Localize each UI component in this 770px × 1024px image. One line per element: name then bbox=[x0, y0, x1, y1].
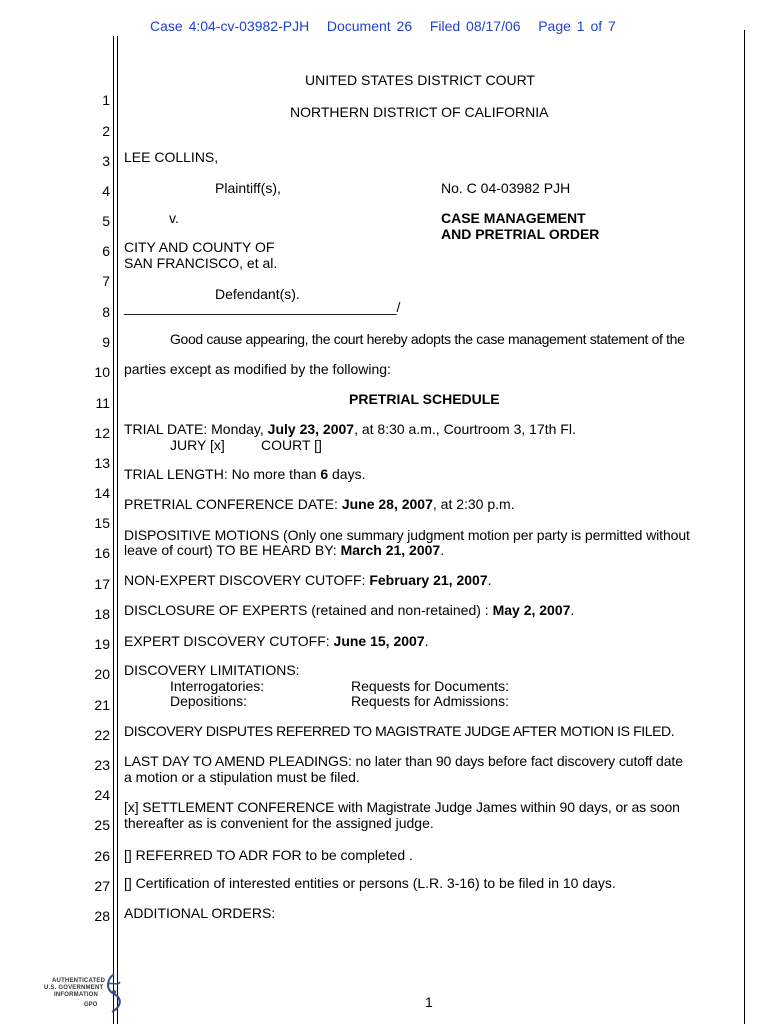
pretrial-conference bbox=[124, 496, 515, 512]
order-title-line-2: AND PRETRIAL ORDER bbox=[441, 226, 600, 242]
intro-line-1: Good cause appearing, the court hereby adopts the case management statement of the bbox=[170, 331, 685, 347]
case-number: Case 4:04-cv-03982-PJH bbox=[150, 18, 310, 34]
limitations-title: DISCOVERY LIMITATIONS: bbox=[124, 662, 300, 678]
additional-orders: ADDITIONAL ORDERS: bbox=[124, 905, 276, 921]
line-number: 16 bbox=[94, 545, 110, 561]
expert-disclosure-date: May 2, 2007 bbox=[492, 602, 571, 618]
expert-cutoff-date: June 15, 2007 bbox=[333, 633, 425, 649]
non-expert-cutoff bbox=[124, 572, 492, 588]
non-expert-suffix: . bbox=[487, 572, 492, 588]
line-number: 15 bbox=[94, 515, 110, 531]
line-number: 12 bbox=[94, 425, 110, 441]
dispositive-suffix: . bbox=[440, 542, 445, 558]
line-number: 27 bbox=[94, 878, 110, 894]
line-number: 18 bbox=[94, 606, 110, 622]
line-number: 13 bbox=[94, 455, 110, 471]
seal-gpo: GPO bbox=[84, 1002, 98, 1008]
line-number: 4 bbox=[102, 183, 110, 199]
intro-line-2: parties except as modified by the following: bbox=[124, 361, 391, 377]
limitations-depositions: Depositions: bbox=[170, 693, 248, 709]
trial-length-days: 6 bbox=[320, 466, 329, 482]
filed-date: Filed 08/17/06 bbox=[429, 18, 521, 34]
line-number: 7 bbox=[102, 273, 110, 289]
page-number: 1 bbox=[425, 994, 433, 1010]
trial-date-suffix: , at 8:30 a.m., Courtroom 3, 17th Fl. bbox=[354, 421, 576, 437]
order-title-line-1: CASE MANAGEMENT bbox=[441, 210, 586, 226]
case-no: No. C 04-03982 PJH bbox=[441, 180, 571, 196]
amend-line-1: LAST DAY TO AMEND PLEADINGS: no later than 90 days before fact discovery cutoff date bbox=[124, 753, 683, 769]
line-number: 21 bbox=[94, 697, 110, 713]
trial-length-suffix: days. bbox=[328, 466, 366, 482]
left-margin-rule-outer bbox=[113, 36, 114, 1024]
page-of: Page 1 of 7 bbox=[538, 18, 616, 34]
amend-line-2: a motion or a stipulation must be filed. bbox=[124, 769, 360, 785]
right-margin-rule bbox=[744, 30, 745, 1024]
trial-date bbox=[124, 421, 576, 437]
trial-court: COURT [] bbox=[261, 437, 322, 453]
seal-text bbox=[44, 978, 105, 999]
limitations-admissions: Requests for Admissions: bbox=[351, 693, 509, 709]
line-number: 28 bbox=[94, 908, 110, 924]
line-number: 9 bbox=[102, 334, 110, 350]
line-number: 25 bbox=[94, 817, 110, 833]
pretrial-conference-prefix: PRETRIAL CONFERENCE DATE: bbox=[124, 496, 342, 512]
defendant-label: Defendant(s). bbox=[215, 286, 300, 302]
trial-jury: JURY [x] bbox=[170, 437, 225, 453]
dispositive-prefix: leave of court) TO BE HEARD BY: bbox=[124, 542, 341, 558]
seal-line-2: U.S. GOVERNMENT bbox=[44, 985, 104, 991]
court-district: NORTHERN DISTRICT OF CALIFORNIA bbox=[290, 104, 549, 120]
line-number: 23 bbox=[94, 757, 110, 773]
line-number: 3 bbox=[102, 153, 110, 169]
line-number: 5 bbox=[102, 213, 110, 229]
defendant-name-line-1: CITY AND COUNTY OF bbox=[124, 239, 275, 255]
expert-cutoff-prefix: EXPERT DISCOVERY CUTOFF: bbox=[124, 633, 334, 649]
order-title bbox=[441, 210, 599, 242]
seal-line-3: INFORMATION bbox=[54, 992, 99, 998]
seal-line-1: AUTHENTICATED bbox=[52, 978, 106, 984]
plaintiff-name: LEE COLLINS, bbox=[124, 149, 219, 165]
settlement-line-2: thereafter as is convenient for the assigned judge. bbox=[124, 815, 434, 831]
line-number: 10 bbox=[94, 364, 110, 380]
line-number: 26 bbox=[94, 848, 110, 864]
line-number: 1 bbox=[102, 92, 110, 108]
trial-date-prefix: TRIAL DATE: Monday, bbox=[124, 421, 268, 437]
line-number: 11 bbox=[95, 395, 110, 411]
case-header bbox=[150, 18, 616, 34]
expert-cutoff-suffix: . bbox=[424, 633, 429, 649]
limitations-documents: Requests for Documents: bbox=[351, 678, 509, 694]
expert-disclosure-suffix: . bbox=[570, 602, 575, 618]
schedule-title: PRETRIAL SCHEDULE bbox=[349, 391, 500, 407]
pretrial-conference-date: June 28, 2007 bbox=[341, 496, 433, 512]
dispositive-date: March 21, 2007 bbox=[340, 542, 441, 558]
defendant-name-line-2: SAN FRANCISCO, et al. bbox=[124, 255, 278, 271]
dispositive-line-2 bbox=[124, 542, 444, 558]
line-number: 20 bbox=[94, 666, 110, 682]
line-number: 24 bbox=[94, 787, 110, 803]
certification: [] Certification of interested entities or persons (L.R. 3-16) to be filed in 10 days. bbox=[124, 875, 616, 891]
trial-length bbox=[124, 466, 365, 482]
expert-disclosure bbox=[124, 602, 574, 618]
document-number: Document 26 bbox=[326, 18, 413, 34]
caption-rule: ___________________________________/ bbox=[124, 299, 401, 315]
line-number: 2 bbox=[102, 123, 110, 139]
eagle-seal-icon bbox=[102, 972, 126, 1014]
discovery-disputes: DISCOVERY DISPUTES REFERRED TO MAGISTRATE JUDGE AFTER MOTION IS FILED. bbox=[124, 723, 675, 739]
non-expert-date: February 21, 2007 bbox=[369, 572, 488, 588]
limitations-interrogatories: Interrogatories: bbox=[170, 678, 265, 694]
expert-cutoff bbox=[124, 633, 429, 649]
dispositive-line-1: DISPOSITIVE MOTIONS (Only one summary judgment motion per party is permitted without bbox=[124, 527, 690, 543]
gpo-authentication-seal bbox=[44, 972, 124, 1014]
line-number: 17 bbox=[94, 576, 110, 592]
line-number: 8 bbox=[102, 304, 110, 320]
line-number: 14 bbox=[94, 485, 110, 501]
line-number: 19 bbox=[94, 636, 110, 652]
left-margin-rule-inner bbox=[117, 36, 118, 1024]
plaintiff-label: Plaintiff(s), bbox=[215, 180, 281, 196]
non-expert-prefix: NON-EXPERT DISCOVERY CUTOFF: bbox=[124, 572, 370, 588]
court-title: UNITED STATES DISTRICT COURT bbox=[305, 72, 535, 88]
settlement-line-1: [x] SETTLEMENT CONFERENCE with Magistrate Judge James within 90 days, or as soon bbox=[124, 799, 680, 815]
trial-date-value: July 23, 2007 bbox=[267, 421, 355, 437]
line-number: 22 bbox=[94, 727, 110, 743]
versus: v. bbox=[169, 210, 179, 226]
defendant-name bbox=[124, 239, 277, 271]
trial-length-prefix: TRIAL LENGTH: No more than bbox=[124, 466, 321, 482]
pretrial-conference-suffix: , at 2:30 p.m. bbox=[432, 496, 515, 512]
line-number: 6 bbox=[102, 243, 110, 259]
adr-referral: [] REFERRED TO ADR FOR to be completed . bbox=[124, 847, 413, 863]
expert-disclosure-prefix: DISCLOSURE OF EXPERTS (retained and non-retained) : bbox=[124, 602, 493, 618]
